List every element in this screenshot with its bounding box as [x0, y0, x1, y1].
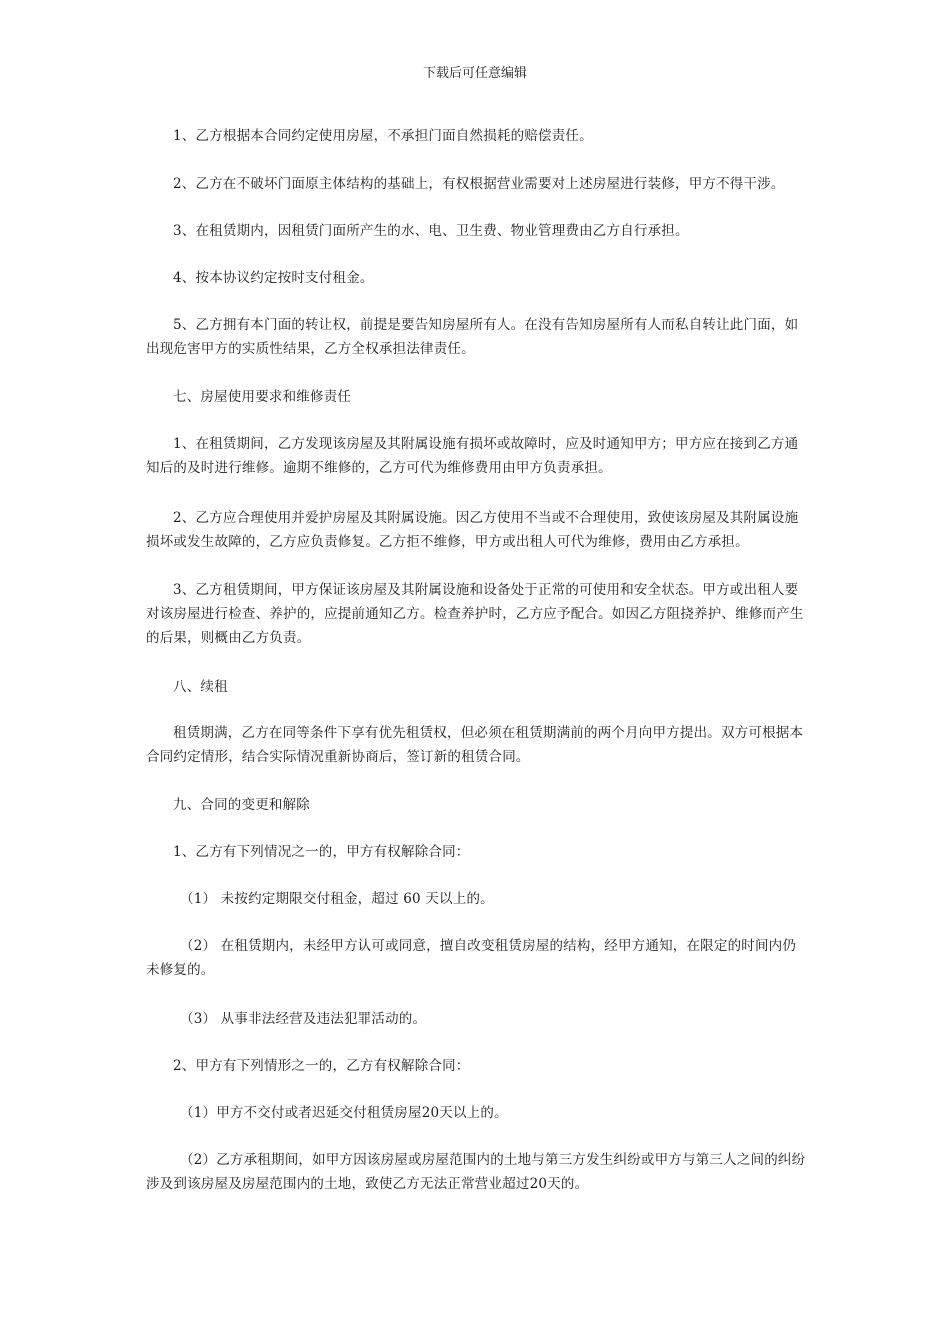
paragraph-9-2-1: （1）甲方不交付或者迟延交付租赁房屋20天以上的。: [180, 1105, 508, 1121]
paragraph-9-1-1: （1） 未按约定期限交付租金，超过 60 天以上的。: [180, 891, 494, 907]
paragraph-7-1: 1、在租赁期间，乙方发现该房屋及其附属设施有损坏或故障时，应及时通知甲方；甲方应在接到乙方通知后的及时进行维修。逾期不维修的，乙方可代为维修费用由甲方负责承担。: [146, 436, 799, 476]
paragraph-4: 4、按本协议约定按时支付租金。: [173, 270, 374, 286]
section-heading-8: 八、续租: [173, 679, 228, 695]
section-heading-9: 九、合同的变更和解除: [173, 797, 310, 813]
paragraph-9-1: 1、乙方有下列情况之一的，甲方有权解除合同：: [173, 844, 470, 860]
paragraph-9-2-2: （2）乙方承租期间，如甲方因该房屋或房屋范围内的土地与第三方发生纠纷或甲方与第三人之间的纠纷涉及到该房屋及房屋范围内的土地，致使乙方无法正常营业超过20天的。: [146, 1152, 806, 1192]
paragraph-9-2: 2、甲方有下列情形之一的，乙方有权解除合同：: [173, 1058, 470, 1074]
paragraph-3: 3、在租赁期内，因租赁门面所产生的水、电、卫生费、物业管理费由乙方自行承担。: [173, 223, 689, 239]
paragraph-5: 5、乙方拥有本门面的转让权，前提是要告知房屋所有人。在没有告知房屋所有人而私自转让此门面，如出现危害甲方的实质性结果，乙方全权承担法律责任。: [146, 317, 799, 357]
paragraph-2: 2、乙方在不破坏门面原主体结构的基础上，有权根据营业需要对上述房屋进行装修，甲方不得干涉。: [173, 176, 785, 192]
paragraph-9-1-3: （3） 从事非法经营及违法犯罪活动的。: [180, 1011, 427, 1027]
paragraph-1: 1、乙方根据本合同约定使用房屋，不承担门面自然损耗的赔偿责任。: [173, 128, 593, 144]
paragraph-8: 租赁期满，乙方在同等条件下享有优先租赁权，但必须在租赁期满前的两个月向甲方提出。双方可根据本合同约定情形，结合实际情况重新协商后，签订新的租赁合同。: [146, 725, 804, 765]
download-note: 下载后可任意编辑: [422, 66, 527, 81]
paragraph-7-3: 3、乙方租赁期间，甲方保证该房屋及其附属设施和设备处于正常的可使用和安全状态。甲方或出租人要对该房屋进行检查、养护的，应提前通知乙方。检查养护时，乙方应予配合。如因乙方阻挠养护、维修而产生的后果，则概由乙方负责。: [146, 582, 804, 646]
section-heading-7: 七、房屋使用要求和维修责任: [173, 389, 352, 405]
paragraph-9-1-2: （2） 在租赁期内，未经甲方认可或同意，擅自改变租赁房屋的结构，经甲方通知，在限定的时间内仍未修复的。: [146, 938, 797, 978]
paragraph-7-2: 2、乙方应合理使用并爱护房屋及其附属设施。因乙方使用不当或不合理使用，致使该房屋及其附属设施损坏或发生故障的，乙方应负责修复。乙方拒不维修，甲方或出租人可代为维修，费用由乙方承担。: [146, 510, 799, 550]
